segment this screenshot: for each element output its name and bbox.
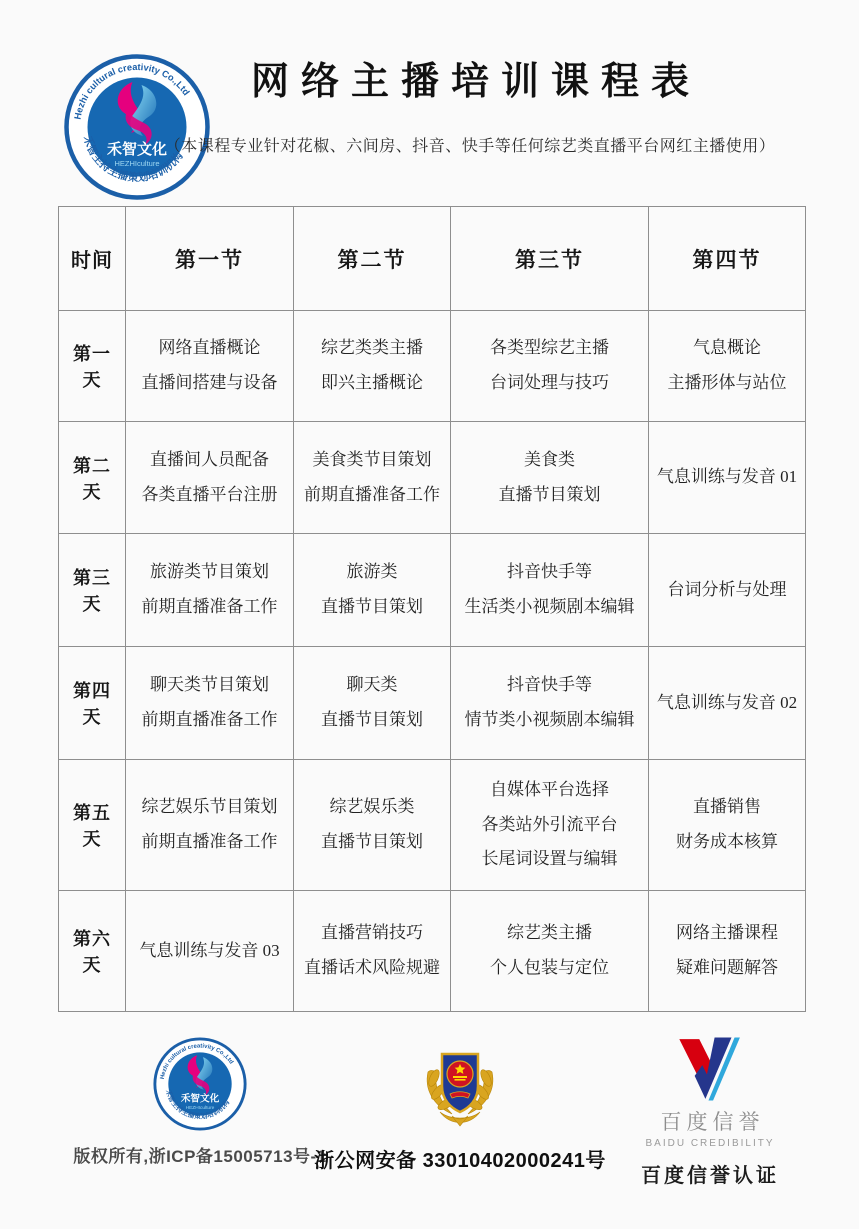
page-subtitle: （本课程专业针对花椒、六间房、抖音、快手等任何综艺类直播平台网红主播使用）	[164, 137, 776, 155]
course-line: 综艺娱乐类	[329, 797, 415, 817]
course-line: 气息训练与发音 01	[656, 467, 798, 487]
course-line: 前期直播准备工作	[141, 832, 278, 851]
course-line: 网络直播概论	[158, 338, 261, 358]
course-cell	[294, 534, 451, 647]
course-cell	[294, 891, 451, 1012]
table-row	[59, 891, 806, 1012]
schedule-table	[58, 206, 806, 1012]
table-row	[59, 760, 806, 891]
course-line: 美食类	[524, 449, 575, 469]
course-line: 各类直播平台注册	[141, 484, 278, 504]
course-line: 美食类节目策划	[312, 449, 432, 469]
course-line: 各类型综艺主播	[490, 338, 609, 358]
schedule-table-wrap	[58, 206, 806, 1012]
col-header-session: 第二节	[294, 207, 451, 311]
course-cell	[126, 647, 294, 760]
baidu-credibility-icon	[671, 1036, 749, 1104]
baidu-brand-en: BAIDU CREDIBILITY	[645, 1138, 775, 1149]
course-line: 直播节目策划	[321, 597, 423, 616]
table-header-row	[59, 207, 806, 311]
course-cell	[649, 760, 806, 891]
course-line: 气息训练与发音 02	[656, 692, 798, 712]
course-cell	[294, 422, 451, 534]
table-row	[59, 534, 806, 647]
course-line: 直播节目策划	[498, 484, 601, 504]
course-line: 抖音快手等	[507, 562, 592, 582]
col-header-session: 第四节	[649, 207, 806, 311]
course-line: 长尾词设置与编辑	[481, 849, 618, 869]
col-header-session: 第一节	[126, 207, 294, 311]
course-line: 综艺类主播	[507, 923, 592, 943]
course-line: 综艺类类主播	[321, 338, 423, 358]
course-cell	[649, 534, 806, 647]
course-cell	[126, 311, 294, 422]
day-label: 第三天	[59, 534, 126, 647]
page-header	[0, 0, 859, 205]
page-title: 网络主播培训课程表	[250, 60, 701, 103]
course-line: 疑难问题解答	[676, 958, 778, 977]
hezhi-logo-small-icon	[152, 1032, 248, 1136]
course-cell	[451, 311, 649, 422]
footer-baidu-block	[605, 1036, 815, 1188]
course-line: 直播销售	[693, 797, 761, 817]
course-cell	[126, 891, 294, 1012]
course-line: 聊天类节目策划	[150, 675, 269, 695]
footer-police-block	[314, 1032, 606, 1173]
course-cell	[294, 311, 451, 422]
course-cell	[294, 647, 451, 760]
course-line: 即兴主播概论	[321, 373, 423, 392]
baidu-brand-cn: 百度信誉	[660, 1111, 765, 1134]
col-header-time: 时间	[59, 207, 126, 311]
course-line: 各类站外引流平台	[481, 814, 618, 834]
table-row	[59, 422, 806, 534]
course-cell	[126, 534, 294, 647]
course-cell	[451, 760, 649, 891]
course-line: 直播节目策划	[321, 832, 423, 851]
table-row	[59, 311, 806, 422]
day-label: 第一天	[59, 311, 126, 422]
course-line: 网络主播课程	[676, 923, 778, 943]
course-line: 直播节目策划	[321, 710, 423, 729]
course-cell	[294, 760, 451, 891]
course-cell	[649, 647, 806, 760]
course-line: 台词处理与技巧	[490, 373, 609, 392]
course-line: 直播营销技巧	[321, 923, 423, 943]
col-header-session: 第三节	[451, 207, 649, 311]
course-line: 抖音快手等	[507, 675, 592, 695]
course-line: 生活类小视频剧本编辑	[464, 597, 635, 616]
table-row	[59, 647, 806, 760]
course-cell	[451, 422, 649, 534]
course-line: 气息训练与发音 03	[139, 940, 280, 960]
course-line: 综艺娱乐节目策划	[141, 797, 278, 817]
course-cell	[451, 647, 649, 760]
course-cell	[126, 760, 294, 891]
course-cell	[649, 311, 806, 422]
course-line: 旅游类	[346, 562, 398, 582]
day-label: 第四天	[59, 647, 126, 760]
course-line: 前期直播准备工作	[141, 710, 278, 729]
police-registration-text: 浙公网安备 33010402000241号	[314, 1150, 606, 1172]
course-cell	[451, 534, 649, 647]
course-line: 财务成本核算	[676, 832, 778, 851]
header-row	[59, 207, 806, 311]
course-line: 个人包装与定位	[490, 958, 609, 977]
course-line: 聊天类	[346, 675, 398, 695]
course-line: 自媒体平台选择	[490, 780, 609, 800]
course-line: 气息概论	[693, 338, 761, 358]
course-line: 直播间人员配备	[150, 449, 269, 469]
police-badge-icon	[410, 1032, 510, 1136]
page-footer	[0, 1028, 859, 1188]
icp-copyright-text: 版权所有,浙ICP备15005713号-1	[73, 1147, 327, 1166]
day-label: 第二天	[59, 422, 126, 534]
course-line: 前期直播准备工作	[304, 484, 440, 504]
course-cell	[451, 891, 649, 1012]
table-body	[59, 311, 806, 1012]
course-line: 情节类小视频剧本编辑	[464, 710, 635, 729]
baidu-certification-text: 百度信誉认证	[641, 1165, 779, 1187]
course-line: 前期直播准备工作	[141, 597, 278, 616]
course-line: 台词分析与处理	[667, 579, 787, 599]
course-cell	[126, 422, 294, 534]
title-block	[110, 0, 830, 205]
course-line: 主播形体与站位	[667, 373, 787, 392]
course-cell	[649, 422, 806, 534]
footer-copyright-block	[75, 1032, 325, 1167]
course-line: 直播话术风险规避	[304, 958, 440, 977]
day-label: 第五天	[59, 760, 126, 891]
course-line: 旅游类节目策划	[150, 562, 269, 582]
course-line: 直播间搭建与设备	[141, 373, 278, 392]
day-label: 第六天	[59, 891, 126, 1012]
course-cell	[649, 891, 806, 1012]
